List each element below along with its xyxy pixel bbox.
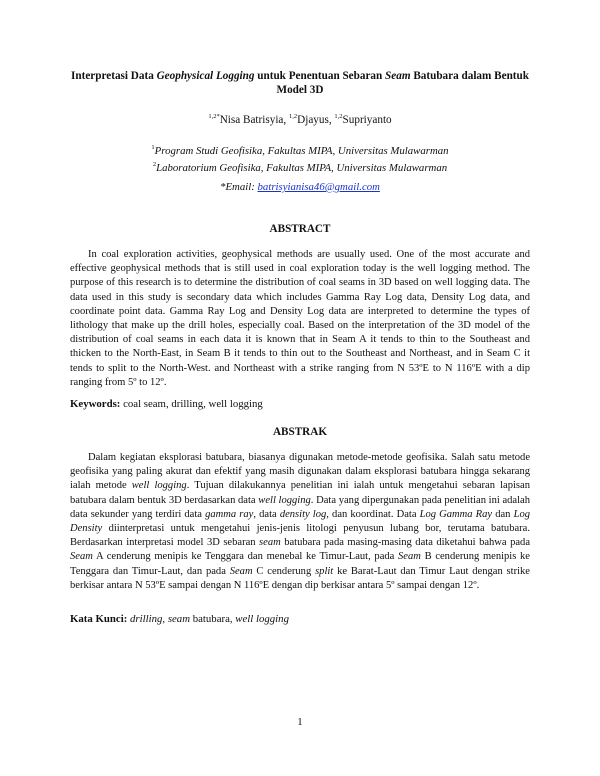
abstrak-part: Dalam kegiatan eksplorasi batubara, biasanya digunakan metode-metode geofisika. Salah satu metode geofisika yang paling akurat dan efektif yang masih digunakan dalam eksplorasi batubara hingga sekarang ialah metode [70,452,530,492]
abstrak-part: A cenderung menipis ke Tenggara dan menebal ke Timur-Laut, pada [92,551,399,563]
abstrak-part: seam [259,537,281,549]
corresponding-email [0,180,600,194]
keywords-id [70,612,530,626]
affiliation [0,141,600,158]
abstrak-part: density log [279,508,327,520]
abstrak-part: . Data yang dipergunakan pada penelitian ini adalah data sekunder yang terdiri data [70,494,530,520]
affiliation-mark: 1 [151,144,155,151]
affiliation [0,158,600,175]
author-list: $^{1,2*}$Nisa Batrisyia, $^{1,2}$Djayus, $^{1,2}$Supriyanto [208,113,392,126]
title-part: Interpretasi Data [71,70,157,82]
affiliation-mark: 2 [152,161,157,168]
abstract-heading: ABSTRACT [269,223,331,235]
abstrak-part: Log Gamma Ray [419,508,493,520]
author-name: Supriyanto [342,114,392,126]
abstrak-part: Seam [398,551,421,563]
abstrak-part: , dan koordinat. Data [326,508,420,520]
kata-kunci-part: well logging [235,613,289,625]
keywords-label: Keywords: [70,398,121,410]
email-link[interactable]: batrisyianisa46@gmail.com [257,181,380,193]
author-affil-mark: 1,2* [208,113,220,120]
affiliation-list [0,141,600,175]
author-affil-mark: 1,2 [334,113,343,120]
abstrak-part: well logging [131,480,187,492]
abstrak-part: dan [492,508,514,520]
abstrak-part: B cenderung menipis ke Tenggara dan Timur-Laut, dan pada [70,551,530,577]
kata-kunci-part: seam [167,613,191,625]
abstrak-part: gamma ray [205,508,254,520]
abstract-en-text: In coal exploration activities, geophysical methods are usually used. One of the most accurate and effective geophysical methods that is still used in coal exploration today is the well logging method. The purpose of this research is to determine the distribution of coal seams in 3D based on well logging data. The data used in this study is secondary data which includes Gamma Ray Log data, Density Log data, and coordinate point data. Gamma Ray Log and Density Log data are interpreted to determine the types of lithology that make up the drill holes, especially coal. Based on the interpretation of the 3D model of the distribution of coal seams in each data it is known that in Seam A it tends to thin to the Southeast and thicken to the North-East, in Seam B it tends to thin out to the Southeast and Northeast, and in Seam C it tends to split to the North-West. and Northeast with a strike ranging from N 53ºE to N 116ºE with a dip ranging from 5º to 12º. [70,249,530,388]
abstrak-part: Seam [70,551,93,563]
abstrak-part: split [315,565,334,577]
author-name: Djayus [297,114,329,126]
abstrak-part: well logging [258,494,311,506]
author-name: Nisa Batrisyia [219,114,284,126]
keywords-en [70,397,530,411]
abstract-en [70,248,530,390]
abstrak-part: Log Density [70,508,530,535]
affiliation-text: Laboratorium Geofisika, Fakultas MIPA, Universitas Mulawarman [156,162,448,174]
author-affil-mark: 1,2 [289,113,298,120]
title-part: Batubara dalam Bentuk Model 3D [276,70,529,96]
title-part: Seam [385,70,411,82]
affiliation-text: Program Studi Geofisika, Fakultas MIPA, Universitas Mulawarman [154,145,449,157]
keywords-text: coal seam, drilling, well logging [120,398,263,410]
kata-kunci-label: Kata Kunci: [70,613,128,625]
page-number: 1 [297,716,303,728]
title-part: untuk Penentuan Sebaran [254,70,386,82]
abstrak-id-text [70,451,530,593]
abstrak-part: . Tujuan dilakukannya penelitian ini ialah untuk mengetahui sebaran lapisan batubara dalam bentuk 3D berdasarkan data [70,480,530,506]
paper-title [70,69,530,97]
email-label: *Email: [220,181,258,193]
title-part: Geophysical Logging [156,70,255,82]
abstrak-part: diinterpretasi untuk mengetahui jenis-jenis litologi penyusun lubang bor, terutama batubara. Berdasarkan interpretasi model 3D sebaran [70,523,530,549]
kata-kunci-part: batubara, [190,613,236,625]
kata-kunci-part: drilling [130,613,163,625]
kata-kunci-part: , [162,613,168,625]
abstrak-part: C cenderung [252,565,316,577]
abstrak-id [70,451,530,593]
abstrak-heading: ABSTRAK [272,426,328,438]
abstrak-part: , data [253,508,280,520]
abstrak-part: batubara pada masing-masing data diketahui bahwa pada [280,537,531,549]
abstrak-part: Seam [229,565,253,577]
abstrak-part: ke Barat-Laut dan Timur Laut dengan strike berkisar antara N 53ºE sampai dengan N 116ºE dengan dip berkisar antara 5º sampai dengan 12º. [70,565,530,591]
